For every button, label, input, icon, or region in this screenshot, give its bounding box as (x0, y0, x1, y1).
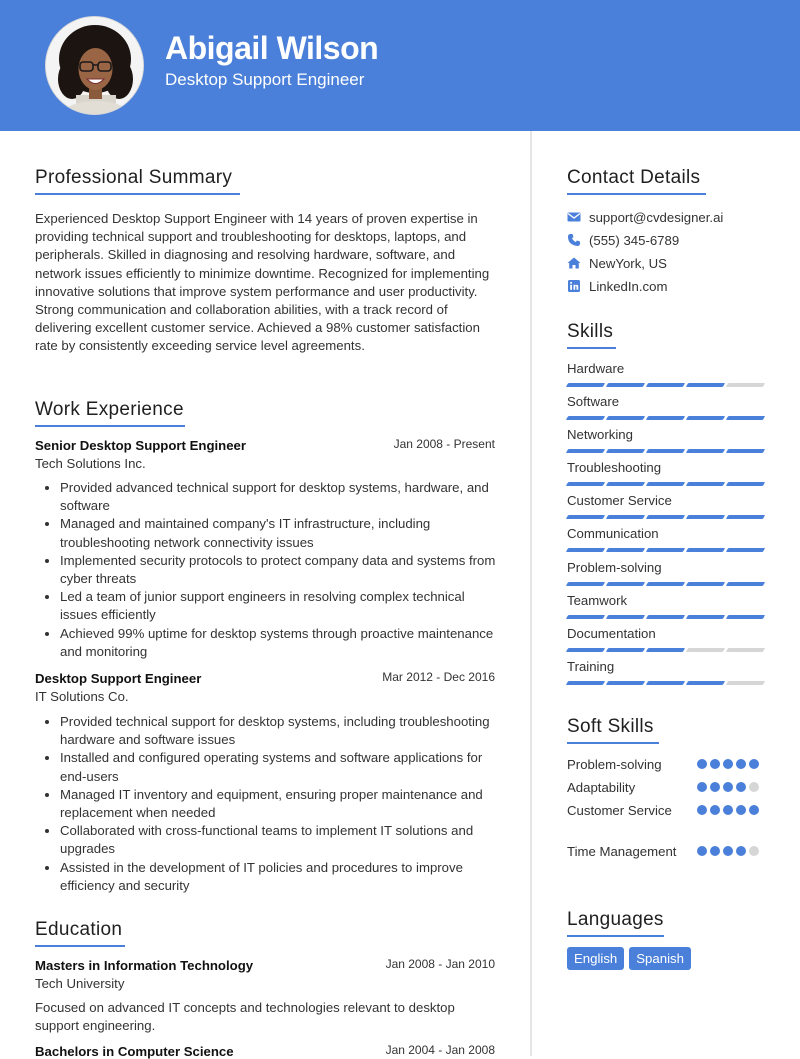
skill-label: Problem-solving (567, 560, 662, 575)
job-title: Desktop Support Engineer (35, 671, 202, 686)
list-item: • Managed and maintained company's IT infrastructure, including troubleshooting network connectivity issues (60, 515, 500, 551)
experience-underline (35, 425, 185, 427)
skill-level-segment (686, 548, 725, 552)
soft-skill-label: Adaptability (567, 780, 636, 795)
skill-level-segment (606, 681, 645, 685)
skill-level-segment (726, 416, 765, 420)
skill-level-segment (646, 482, 685, 486)
skill-item (567, 361, 767, 387)
skill-level-segment (686, 449, 725, 453)
skill-level-segment (726, 681, 765, 685)
job-title: Senior Desktop Support Engineer (35, 438, 247, 453)
skill-label: Software (567, 394, 620, 409)
rating-dot (723, 759, 733, 769)
skill-level-bar (567, 449, 767, 453)
degree-title: Masters in Information Technology (35, 958, 254, 973)
phone-icon (567, 233, 581, 247)
languages-heading: Languages (567, 909, 664, 930)
skill-level-bar (567, 681, 767, 685)
list-item: • Achieved 99% uptime for desktop systems through proactive maintenance and monitoring (60, 625, 500, 661)
skill-level-bar (567, 582, 767, 586)
rating-dot (749, 759, 759, 769)
contact-email[interactable] (567, 208, 723, 226)
job-dates: Jan 2008 - Present (393, 437, 495, 451)
skill-level-segment (566, 515, 605, 519)
email-text: support@cvdesigner.ai (589, 209, 724, 225)
phone-text: (555) 345-6789 (589, 232, 680, 248)
language-badge: English (567, 947, 624, 970)
contact-underline (567, 193, 706, 195)
soft-skills-heading: Soft Skills (567, 716, 654, 737)
skill-level-segment (686, 416, 725, 420)
skill-level-segment (566, 449, 605, 453)
skill-item (567, 659, 767, 685)
list-item: • Managed IT inventory and equipment, ensuring proper maintenance and replacement when needed (60, 786, 500, 822)
skill-level-segment (606, 383, 645, 387)
rating-dot (749, 846, 759, 856)
rating-dot (736, 782, 746, 792)
skill-level-segment (606, 648, 645, 652)
skill-item (567, 626, 767, 652)
rating-dot (697, 846, 707, 856)
rating-dot (736, 759, 746, 769)
list-item: • Installed and configured operating systems and software applications for end-users (60, 749, 500, 785)
job-company: Tech Solutions Inc. (35, 456, 146, 471)
skill-level-bar (567, 548, 767, 552)
skill-item (567, 560, 767, 586)
skill-item (567, 593, 767, 619)
skill-item (567, 427, 767, 453)
job-bullets (35, 713, 500, 895)
skill-label: Documentation (567, 626, 656, 641)
header-banner (0, 0, 800, 131)
skill-level-segment (686, 482, 725, 486)
skill-level-segment (726, 449, 765, 453)
contact-heading: Contact Details (567, 167, 701, 188)
skill-level-segment (726, 482, 765, 486)
avatar (45, 16, 144, 115)
candidate-title: Desktop Support Engineer (165, 70, 365, 89)
skill-level-segment (726, 515, 765, 519)
linkedin-text: LinkedIn.com (589, 278, 668, 294)
skill-item (567, 460, 767, 486)
rating-dot (723, 782, 733, 792)
rating-dot (710, 846, 720, 856)
rating-dot (697, 782, 707, 792)
rating-dot (710, 782, 720, 792)
envelope-icon (567, 210, 581, 224)
skill-level-segment (686, 648, 725, 652)
soft-skill-rating (697, 759, 759, 769)
school-name: Tech University (35, 976, 125, 991)
home-icon (567, 256, 581, 270)
skill-level-segment (566, 582, 605, 586)
skill-level-segment (606, 615, 645, 619)
skill-item (567, 526, 767, 552)
skill-label: Troubleshooting (567, 460, 662, 475)
contact-linkedin[interactable] (567, 277, 667, 295)
list-item: • Implemented security protocols to protect company data and systems from cyber threats (60, 552, 500, 588)
skill-level-segment (686, 681, 725, 685)
skill-level-segment (646, 383, 685, 387)
list-item: • Led a team of junior support engineers in resolving complex technical issues efficiently (60, 588, 500, 624)
skill-level-segment (646, 548, 685, 552)
soft-skill-rating (697, 782, 759, 792)
skill-level-segment (726, 383, 765, 387)
skill-level-bar (567, 515, 767, 519)
linkedin-icon (567, 279, 581, 293)
rating-dot (736, 805, 746, 815)
skill-level-segment (686, 615, 725, 619)
summary-text: Experienced Desktop Support Engineer with 14 years of proven expertise in providing technical support and troubleshooting for desktops, laptops, and peripherals. Skilled in diagnosing and resolving hardware, software, and network issues efficiently to minimize downtime. Recognized for implementing innovative solutions that improve system performance and user productivity. Strong communication and collaboration abilities, with a track record of delivering excellent customer service. Achieved a 98% customer satisfaction rate by consistently exceeding service level agreements. (35, 211, 490, 354)
skill-level-segment (646, 449, 685, 453)
skill-label: Training (567, 659, 615, 674)
job-bullets (35, 479, 500, 661)
skill-level-segment (606, 582, 645, 586)
skill-level-segment (726, 648, 765, 652)
skill-level-bar (567, 416, 767, 420)
location-text: NewYork, US (589, 255, 667, 271)
skill-label: Networking (567, 427, 633, 442)
experience-heading: Work Experience (35, 399, 184, 420)
rating-dot (749, 805, 759, 815)
column-divider (530, 131, 532, 1056)
skill-level-segment (566, 482, 605, 486)
languages-list (567, 947, 691, 970)
soft-skill-label: Problem-solving (567, 757, 662, 772)
profile-photo-icon (46, 17, 144, 115)
skill-level-segment (646, 648, 685, 652)
languages-underline (567, 935, 664, 937)
skill-label: Communication (567, 526, 659, 541)
skill-level-bar (567, 615, 767, 619)
degree-dates: Jan 2004 - Jan 2008 (385, 1043, 495, 1057)
degree-dates: Jan 2008 - Jan 2010 (385, 957, 495, 971)
contact-location (567, 254, 667, 272)
skill-level-segment (606, 548, 645, 552)
skill-level-segment (726, 615, 765, 619)
skill-label: Hardware (567, 361, 625, 376)
rating-dot (710, 759, 720, 769)
soft-skill-label: Time Management (567, 844, 677, 859)
skills-heading: Skills (567, 321, 614, 342)
rating-dot (710, 805, 720, 815)
rating-dot (723, 805, 733, 815)
skills-underline (567, 347, 616, 349)
skill-level-segment (566, 416, 605, 420)
skill-label: Customer Service (567, 493, 672, 508)
skill-level-segment (566, 681, 605, 685)
skill-level-segment (566, 383, 605, 387)
candidate-name: Abigail Wilson (165, 30, 379, 66)
list-item: • Provided advanced technical support for desktop systems, hardware, and software (60, 479, 500, 515)
skill-level-segment (606, 482, 645, 486)
skill-level-segment (566, 548, 605, 552)
skill-item (567, 493, 767, 519)
skill-level-segment (566, 648, 605, 652)
skill-level-segment (646, 416, 685, 420)
skill-level-segment (726, 548, 765, 552)
skill-level-segment (566, 615, 605, 619)
skill-level-segment (606, 416, 645, 420)
skill-item (567, 394, 767, 420)
contact-phone[interactable] (567, 231, 679, 249)
soft-skill-label: Customer Service (567, 803, 672, 818)
degree-title: Bachelors in Computer Science (35, 1044, 234, 1059)
skill-level-segment (686, 582, 725, 586)
summary-underline (35, 193, 240, 195)
list-item: • Collaborated with cross-functional teams to implement IT solutions and upgrades (60, 822, 500, 858)
job-dates: Mar 2012 - Dec 2016 (382, 670, 495, 684)
list-item: • Provided technical support for desktop systems, including troubleshooting hardware and software issues (60, 713, 500, 749)
skill-level-segment (646, 615, 685, 619)
summary-heading: Professional Summary (35, 167, 233, 188)
skill-level-segment (726, 582, 765, 586)
education-underline (35, 945, 125, 947)
skill-level-segment (606, 515, 645, 519)
skill-level-segment (646, 681, 685, 685)
education-heading: Education (35, 919, 123, 940)
skill-level-segment (646, 515, 685, 519)
job-company: IT Solutions Co. (35, 689, 129, 704)
skill-level-bar (567, 383, 767, 387)
rating-dot (736, 846, 746, 856)
list-item: • Assisted in the development of IT policies and procedures to improve efficiency and security (60, 859, 500, 895)
rating-dot (697, 759, 707, 769)
skill-level-bar (567, 482, 767, 486)
skill-level-segment (686, 383, 725, 387)
rating-dot (723, 846, 733, 856)
rating-dot (697, 805, 707, 815)
skill-level-segment (646, 582, 685, 586)
rating-dot (749, 782, 759, 792)
skill-level-segment (686, 515, 725, 519)
soft-skill-rating (697, 805, 759, 815)
degree-description: Focused on advanced IT concepts and technologies relevant to desktop support engineering. (35, 1000, 455, 1034)
language-badge: Spanish (629, 947, 691, 970)
skill-level-segment (606, 449, 645, 453)
soft-skill-rating (697, 846, 759, 856)
skill-label: Teamwork (567, 593, 628, 608)
soft-skills-underline (567, 742, 659, 744)
skill-level-bar (567, 648, 767, 652)
